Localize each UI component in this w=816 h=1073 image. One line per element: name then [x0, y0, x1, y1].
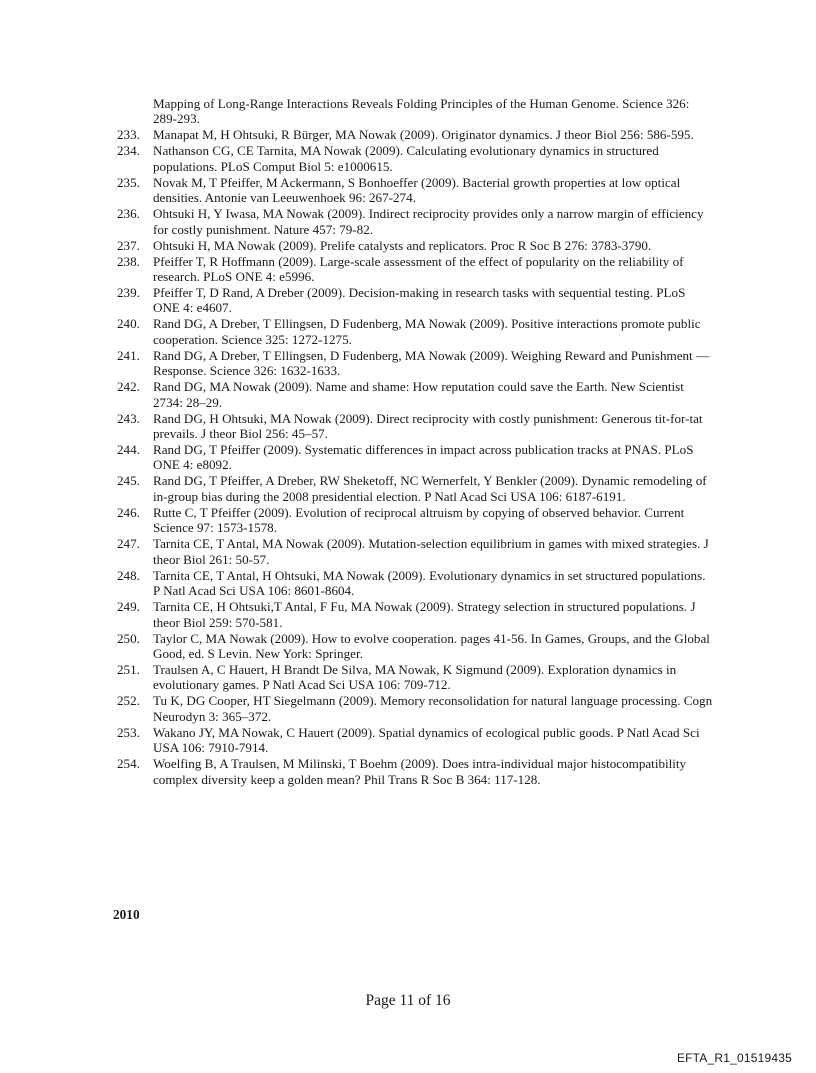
reference-number: 247.	[117, 536, 140, 552]
reference-text: Rutte C, T Pfeiffer (2009). Evolution of reciprocal altruism by copying of observed behavior. Current Science 97: 1573-1578.	[153, 504, 685, 536]
reference-item	[113, 505, 713, 536]
reference-item	[113, 348, 713, 379]
reference-number: 234.	[117, 143, 140, 159]
reference-number: 235.	[117, 174, 140, 190]
reference-list	[113, 96, 713, 788]
reference-number: 237.	[117, 237, 140, 253]
reference-item	[113, 143, 713, 174]
reference-text: Ohtsuki H, Y Iwasa, MA Nowak (2009). Indirect reciprocity provides only a narrow margin of efficiency for costly punishment. Nature 457: 79-82.	[153, 206, 704, 237]
reference-number: 253.	[117, 724, 140, 740]
reference-number: 240.	[117, 316, 140, 332]
reference-text: Nathanson CG, CE Tarnita, MA Nowak (2009). Calculating evolutionary dynamics in structured populations. PLoS Comput Biol 5: e1000615.	[153, 143, 659, 174]
reference-number: 242.	[117, 379, 140, 395]
reference-number: 244.	[117, 442, 140, 458]
reference-item	[113, 411, 713, 442]
reference-number: 250.	[117, 630, 140, 646]
reference-item	[113, 442, 713, 473]
reference-text: Tarnita CE, H Ohtsuki,T Antal, F Fu, MA Nowak (2009). Strategy selection in structured populations. J theor Biol 259: 570-581.	[153, 599, 696, 630]
reference-item	[113, 568, 713, 599]
reference-item	[113, 599, 713, 630]
reference-text: Taylor C, MA Nowak (2009). How to evolve cooperation. pages 41-56. In Games, Groups, and the Global Good, ed. S Levin. New York: Springer.	[153, 630, 710, 661]
reference-text: Novak M, T Pfeiffer, M Ackermann, S Bonhoeffer (2009). Bacterial growth properties at low optical densities. Antonie van Leeuwenhoek 96: 267-274.	[153, 174, 681, 206]
reference-item	[113, 316, 713, 347]
reference-item	[113, 725, 713, 756]
page-number-footer: Page 11 of 16	[365, 992, 451, 1009]
reference-item	[113, 254, 713, 285]
reference-text: Rand DG, A Dreber, T Ellingsen, D Fudenberg, MA Nowak (2009). Weighing Reward and Punishment — Response. Science 326: 1632-1633.	[153, 347, 710, 379]
bates-number: EFTA_R1_01519435	[676, 1051, 792, 1065]
reference-text: Rand DG, H Ohtsuki, MA Nowak (2009). Direct reciprocity with costly punishment: Generous tit-for-tat prevails. J theor Biol 256: 45–57.	[153, 410, 703, 442]
reference-item	[113, 127, 713, 142]
reference-text: Ohtsuki H, MA Nowak (2009). Prelife catalysts and replicators. Proc R Soc B 276: 3783-3790.	[153, 237, 652, 253]
reference-items	[113, 127, 713, 787]
reference-text: Wakano JY, MA Nowak, C Hauert (2009). Spatial dynamics of ecological public goods. P Natl Acad Sci USA 106: 7910-7914.	[153, 724, 700, 756]
reference-number: 239.	[117, 285, 140, 301]
reference-number: 243.	[117, 410, 140, 426]
reference-number: 254.	[117, 756, 140, 772]
reference-item	[113, 756, 713, 787]
reference-text: Rand DG, T Pfeiffer, A Dreber, RW Sheketoff, NC Wernerfelt, Y Benkler (2009). Dynamic remodeling of in-group bias during the 2008 presidential election. P Natl Acad Sci USA 106: 6187-6191.	[153, 473, 707, 504]
reference-text: Rand DG, A Dreber, T Ellingsen, D Fudenberg, MA Nowak (2009). Positive interactions promote public cooperation. Science 325: 1272-1275.	[153, 316, 701, 347]
reference-item	[113, 536, 713, 567]
reference-number: 249.	[117, 599, 140, 615]
reference-text: Pfeiffer T, R Hoffmann (2009). Large-scale assessment of the effect of popularity on the reliability of research. PLoS ONE 4: e5996.	[153, 253, 684, 285]
reference-number: 248.	[117, 567, 140, 583]
reference-text: Traulsen A, C Hauert, H Brandt De Silva, MA Nowak, K Sigmund (2009). Exploration dynamics in evolutionary games. P Natl Acad Sci USA 106: 709-712.	[153, 661, 677, 693]
reference-text: Tarnita CE, T Antal, H Ohtsuki, MA Nowak (2009). Evolutionary dynamics in set structured populations. P Natl Acad Sci USA 106: 8601-8604.	[153, 567, 706, 599]
reference-number: 238.	[117, 253, 140, 269]
reference-number: 252.	[117, 693, 140, 709]
reference-item	[113, 379, 713, 410]
reference-number: 251.	[117, 661, 140, 677]
reference-item	[113, 285, 713, 316]
section-year-heading: 2010	[113, 907, 140, 922]
reference-item	[113, 238, 713, 253]
reference-continuation: Mapping of Long-Range Interactions Reveals Folding Principles of the Human Genome. Science 326: 289-293.	[153, 96, 690, 127]
reference-text: Rand DG, MA Nowak (2009). Name and shame: How reputation could save the Earth. New Scientist 2734: 28–29.	[153, 379, 684, 410]
reference-text: Pfeiffer T, D Rand, A Dreber (2009). Decision-making in research tasks with sequential testing. PLoS ONE 4: e4607.	[153, 285, 686, 316]
reference-number: 241.	[117, 347, 140, 363]
reference-text: Tarnita CE, T Antal, MA Nowak (2009). Mutation-selection equilibrium in games with mixed strategies. J theor Biol 261: 50-57.	[153, 536, 709, 567]
reference-number: 233.	[117, 127, 140, 143]
reference-item	[113, 473, 713, 504]
reference-item	[113, 662, 713, 693]
reference-text: Rand DG, T Pfeiffer (2009). Systematic differences in impact across publication tracks at PNAS. PLoS ONE 4: e8092.	[153, 442, 694, 473]
reference-number: 245.	[117, 473, 140, 489]
reference-item	[113, 175, 713, 206]
reference-item	[113, 631, 713, 662]
reference-item	[113, 693, 713, 724]
reference-number: 236.	[117, 206, 140, 222]
reference-text: Manapat M, H Ohtsuki, R Bürger, MA Nowak (2009). Originator dynamics. J theor Biol 256: 586-595.	[153, 127, 694, 143]
reference-item	[113, 206, 713, 237]
reference-number: 246.	[117, 504, 140, 520]
reference-text: Tu K, DG Cooper, HT Siegelmann (2009). Memory reconsolidation for natural language processing. Cogn Neurodyn 3: 365–372.	[153, 693, 713, 724]
reference-text: Woelfing B, A Traulsen, M Milinski, T Boehm (2009). Does intra-individual major histocompatibility complex diversity keep a golden mean? Phil Trans R Soc B 364: 117-128.	[153, 756, 687, 787]
